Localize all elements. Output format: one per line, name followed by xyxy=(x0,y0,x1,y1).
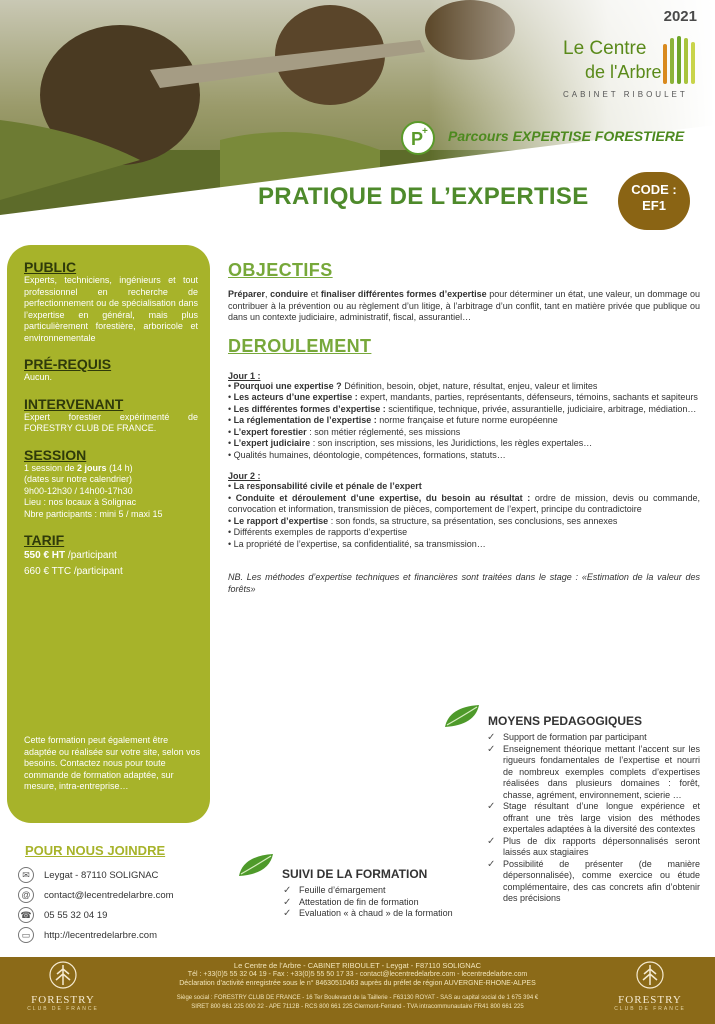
bullet-text: scientifique, technique, privée, assurantielle, judiciaire, arbitrage, médiation… xyxy=(385,403,697,414)
forestry-text: FORESTRY xyxy=(31,994,95,1006)
bullet-bold: La responsabilité civile et pénale de l’expert xyxy=(233,481,422,491)
bullet-item xyxy=(228,527,700,539)
contact-email[interactable]: contact@lecentredelarbre.com xyxy=(44,889,174,901)
bullet-icon: • xyxy=(228,403,234,414)
objectifs-heading: OBJECTIFS xyxy=(228,260,333,280)
contact-address: Leygat - 87110 SOLIGNAC xyxy=(44,869,159,881)
session-l1a: 1 session de xyxy=(24,462,78,473)
sidebar-footnote: Cette formation peut également être adaptée ou réalisée sur votre site, selon vos besoins. Contactez nous pour toute commande de formation adaptée, sur mesure, intra-entreprise… xyxy=(24,735,201,791)
bullet-bold: L’expert forestier xyxy=(233,426,307,437)
footer-line5: SIRET 800 661 225 000 22 - APE 7112B - RCS 800 661 225 Clermont-Ferrand - TVA intracommunautaire FR41 800 661 225 xyxy=(191,1004,524,1010)
bullet-bold: Conduite et déroulement d’une expertise, du besoin au résultat : xyxy=(235,492,531,503)
footer-line3: Déclaration d’activité enregistrée sous le n° 84630510463 auprès du préfet de région AUVERGNE-RHONE-ALPES xyxy=(179,980,536,987)
bullet-icon: • xyxy=(228,481,234,491)
monitor-icon: ▭ xyxy=(18,927,34,943)
parcours-label: Parcours EXPERTISE FORESTIERE xyxy=(448,128,685,144)
intervenant-text: Expert forestier expérimenté de FORESTRY CLUB DE FRANCE. xyxy=(24,411,198,433)
check-item: ✓ Enseignement théorique mettant l’accent sur les rigueurs fondamentales de l’expertise et nourri de nombreux exemples complets d’expertises réalisées dans plusieurs domaines : forêt, chasse, agrément, environnement, scierie … xyxy=(485,744,700,802)
leaf-icon xyxy=(237,852,275,878)
bullet-bold: Les différentes formes d’expertise : xyxy=(233,403,386,414)
obj-sep2: et xyxy=(308,289,321,299)
jour2-heading: Jour 2 : xyxy=(228,471,261,481)
check-item: ✓ Attestation de fin de formation xyxy=(281,897,463,909)
code-badge xyxy=(618,172,690,230)
logo-line2: de l'Arbre xyxy=(585,62,662,82)
tarif-ht xyxy=(24,548,198,564)
check-item: ✓ Support de formation par participant xyxy=(485,732,700,744)
bullet-text: Différents exemples de rapports d’expertise xyxy=(233,527,408,537)
moyens-heading: MOYENS PEDAGOGIQUES xyxy=(488,714,643,728)
bullet-item xyxy=(228,404,700,416)
suivi-heading: SUIVI DE LA FORMATION xyxy=(282,867,428,881)
obj-word1: Préparer xyxy=(228,289,266,299)
obj-sep1: , xyxy=(265,289,271,299)
moyens-list xyxy=(485,732,700,905)
bullet-text: expert, mandants, parties, représentants, défenseurs, témoins, sachants et sapiteurs xyxy=(357,392,698,402)
session-heading: SESSION xyxy=(24,446,87,463)
bullet-text: norme française et future norme européenne xyxy=(376,415,558,425)
public-text: Experts, techniciens, ingénieurs et tout professionnel en recherche de perfectionnement ou de spécialisation dans l’expertise en général, mais plus particulièrement forestière, arboricole et environnementale xyxy=(24,275,198,343)
code-value: EF1 xyxy=(642,198,666,213)
contact-web[interactable]: http://lecentredelarbre.com xyxy=(44,929,158,941)
page-footer xyxy=(0,957,715,1024)
parcours-row xyxy=(0,125,715,165)
bullet-icon: • xyxy=(228,380,234,391)
bullet-bold: Le rapport d’expertise xyxy=(233,515,329,526)
info-sidebar xyxy=(7,245,210,823)
bullet-text: La propriété de l’expertise, sa confidentialité, sa transmission… xyxy=(233,538,486,549)
deroulement-heading: DEROULEMENT xyxy=(228,335,372,356)
tarif-ht-price: 550 € HT xyxy=(24,550,66,561)
bullet-bold: L’expert judiciaire xyxy=(233,438,311,448)
obj-word2: conduire xyxy=(270,289,309,299)
centre-arbre-logo xyxy=(555,30,705,105)
bullet-text: Qualités humaines, déontologie, compétences, formations, statuts… xyxy=(233,449,506,460)
forestry-sub: CLUB DE FRANCE xyxy=(27,1006,99,1012)
bullet-item xyxy=(228,381,700,393)
svg-text:P: P xyxy=(411,129,424,149)
prereq-heading: PRÉ-REQUIS xyxy=(24,356,112,372)
footer-line2: Tél : +33(0)5 55 32 04 19 - Fax : +33(0)5 55 50 17 33 - contact@lecentredelarbre.com - lecentredelarbre.com xyxy=(187,971,528,978)
bullet-icon: • xyxy=(228,415,234,425)
session-line5: Nbre participants : mini 5 / maxi 15 xyxy=(24,508,163,519)
logo-subtitle: CABINET RIBOULET xyxy=(563,90,688,99)
leaf-icon xyxy=(443,703,481,729)
forestry-sub: CLUB DE FRANCE xyxy=(614,1006,686,1012)
bullet-item xyxy=(228,539,700,551)
contact-email-row[interactable] xyxy=(18,886,174,904)
check-item: ✓ Possibilité de présenter (de manière dépersonnalisée), comme exercice ou étude complémentaire, des cas concrets afin d’obtenir des précisions xyxy=(485,859,700,905)
tarif-ht-unit: /participant xyxy=(65,550,117,561)
bullet-icon: • xyxy=(228,449,234,460)
nb-note: NB. Les méthodes d’expertise techniques et financières sont traitées dans le stage : «Estimation de la valeur des forêts» xyxy=(228,572,700,594)
logo-line1: Le Centre xyxy=(563,38,647,59)
bullet-item xyxy=(228,392,700,404)
bullet-icon: • xyxy=(228,392,234,402)
contact-phone-row[interactable] xyxy=(18,906,107,924)
bullet-text: : son fonds, sa structure, sa présentation, ses conclusions, ses annexes xyxy=(328,515,618,526)
footer-line1: Le Centre de l’Arbre - CABINET RIBOULET - Leygat - F87110 SOLIGNAC xyxy=(233,961,482,970)
obj-word3: finaliser différentes formes d’expertise xyxy=(320,289,487,299)
bullet-bold: Les acteurs d’une expertise : xyxy=(233,392,358,402)
prereq-section xyxy=(24,356,198,384)
year-label: 2021 xyxy=(663,8,697,25)
bullet-icon: • xyxy=(228,527,234,537)
prereq-text: Aucun. xyxy=(24,372,53,382)
contact-heading: POUR NOUS JOINDRE xyxy=(25,843,166,858)
session-line2: (dates sur notre calendrier) xyxy=(24,474,133,484)
location-icon: ✉ xyxy=(18,867,34,883)
session-line4: Lieu : nos locaux à Solignac xyxy=(24,497,137,507)
intervenant-heading: INTERVENANT xyxy=(24,395,124,412)
session-duration: 2 jours xyxy=(77,462,107,473)
contact-address-row xyxy=(18,866,158,884)
check-item: ✓ Evaluation « à chaud » de la formation xyxy=(281,908,463,920)
bullet-item xyxy=(228,493,700,516)
logo-bars-icon xyxy=(663,36,697,86)
public-section xyxy=(24,259,198,344)
suivi-list xyxy=(281,885,463,920)
obj-rest: pour déterminer un état, une valeur, un dommage ou contribuer à la prévention ou au règlement d’un litige, à l’arbitrage d’un conflit, tant en matière privée que publique ou dans un contexte judiciaire, administratif, fiscal, assurantiel… xyxy=(228,289,700,322)
objectifs-text xyxy=(228,289,700,324)
bullet-item xyxy=(228,481,700,493)
session-l1c: (14 h) xyxy=(106,462,133,473)
jour2-list xyxy=(228,481,700,550)
tarif-section xyxy=(24,532,198,580)
session-line1 xyxy=(24,463,198,475)
tarif-heading: TARIF xyxy=(24,532,65,548)
code-label: CODE : xyxy=(631,182,677,197)
contact-phone[interactable]: 05 55 32 04 19 xyxy=(44,909,108,921)
check-item: ✓ Plus de dix rapports dépersonnalisés seront laissés aux stagiaires xyxy=(485,836,700,859)
parcours-p-icon xyxy=(400,120,436,156)
contact-web-row[interactable] xyxy=(18,926,157,944)
bullet-item xyxy=(228,438,700,450)
bullet-bold: La réglementation de l’expertise : xyxy=(233,415,377,425)
bullet-item xyxy=(228,516,700,528)
phone-icon: ☎ xyxy=(18,907,34,923)
bullet-item xyxy=(228,450,700,462)
check-item: ✓ Feuille d’émargement xyxy=(281,885,463,897)
tarif-ttc: 660 € TTC /participant xyxy=(24,566,123,577)
bullet-text: : son inscription, ses missions, les Juridictions, les règles expertales… xyxy=(310,438,593,448)
session-section xyxy=(24,447,198,521)
bullet-icon: • xyxy=(228,492,236,503)
bullet-icon: • xyxy=(228,538,234,549)
main-content xyxy=(228,260,700,595)
page-title: PRATIQUE DE L’EXPERTISE xyxy=(258,183,589,210)
footer-line4: Siège social : FORESTRY CLUB DE FRANCE - 16 Ter Boulevard de la Taillerie - F63130 ROYAT - SAS au capital social de 1 675 394 € xyxy=(176,995,539,1001)
session-line3: 9h00-12h30 / 14h00-17h30 xyxy=(24,485,133,496)
forestry-text: FORESTRY xyxy=(618,994,682,1006)
bullet-icon: • xyxy=(228,426,234,437)
intervenant-section xyxy=(24,396,198,435)
public-heading: PUBLIC xyxy=(24,259,77,275)
bullet-item xyxy=(228,415,700,427)
bullet-icon: • xyxy=(228,515,234,526)
bullet-bold: Pourquoi une expertise ? xyxy=(233,380,342,391)
svg-text:+: + xyxy=(422,126,428,137)
bullet-text: : son métier réglementé, ses missions xyxy=(306,426,461,437)
email-icon: @ xyxy=(18,887,34,903)
check-item: ✓ Stage résultant d’une longue expérience et offrant une très large vision des méthodes expertales adaptées à la diversité des contextes xyxy=(485,801,700,836)
bullet-icon: • xyxy=(228,438,234,448)
bullet-text: ordre de mission, devis ou commande, convocation et information, transmission de pièces, comportement de l’expert, principe du contradictoire xyxy=(228,492,700,514)
bullet-text: Définition, besoin, objet, nature, résultat, enjeu, valeur et limites xyxy=(341,380,598,391)
jour1-heading: Jour 1 : xyxy=(228,370,261,381)
bullet-item xyxy=(228,427,700,439)
jour1-list xyxy=(228,381,700,462)
